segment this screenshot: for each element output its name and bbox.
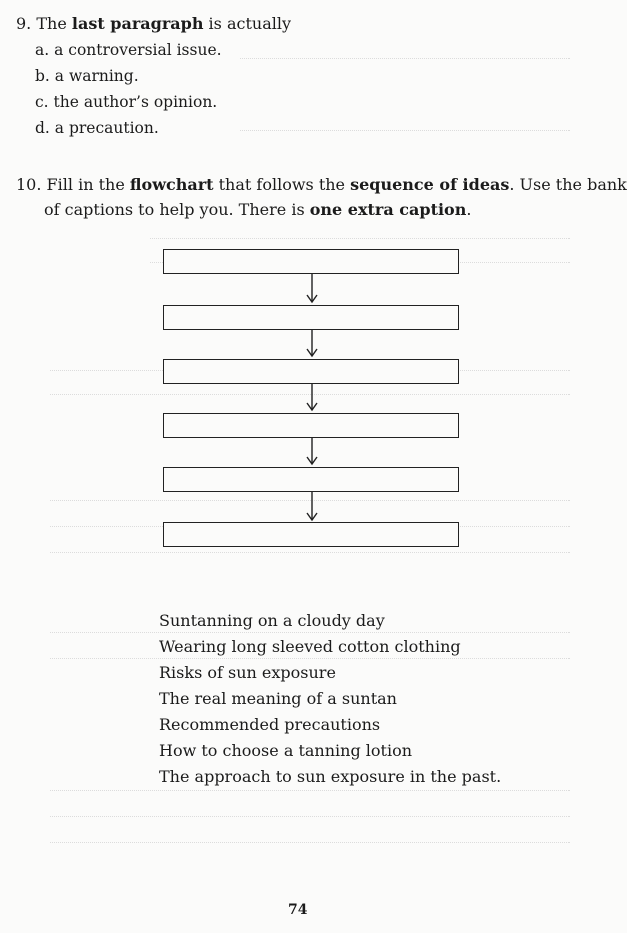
flowchart-box-3[interactable] xyxy=(163,359,459,384)
flowchart-box-6[interactable] xyxy=(163,522,459,547)
caption-item: Wearing long sleeved cotton clothing xyxy=(159,637,461,656)
question-number: 9. xyxy=(16,14,32,33)
caption-item: Suntanning on a cloudy day xyxy=(159,611,385,630)
flowchart-arrow-5 xyxy=(306,492,318,522)
question-text: . Use the bank xyxy=(509,175,627,194)
flowchart-arrow-2 xyxy=(306,330,318,358)
flowchart-arrow-4 xyxy=(306,438,318,466)
caption-item: The approach to sun exposure in the past. xyxy=(159,767,502,786)
question-10-stem-line-1 xyxy=(16,172,627,198)
flowchart-arrow-1 xyxy=(306,274,318,304)
flowchart-box-5[interactable] xyxy=(163,467,459,492)
page-number: 74 xyxy=(288,902,308,918)
caption-item: How to choose a tanning lotion xyxy=(159,741,412,760)
flowchart-box-4[interactable] xyxy=(163,413,459,438)
question-text: . xyxy=(466,200,472,219)
question-text: of captions to help you. There is xyxy=(44,200,310,219)
caption-item: Recommended precautions xyxy=(159,715,381,734)
question-text: that follows the xyxy=(213,175,351,194)
question-9-option-b: b. a warning. xyxy=(35,67,139,85)
question-keyword: last paragraph xyxy=(71,14,204,33)
question-9-option-d: d. a precaution. xyxy=(35,119,159,137)
question-9-stem xyxy=(16,11,291,37)
caption-item: Risks of sun exposure xyxy=(159,663,336,682)
question-10-stem-line-2 xyxy=(44,197,471,223)
question-text: The xyxy=(36,14,72,33)
question-9-option-c: c. the author’s opinion. xyxy=(35,93,218,111)
question-text: is actually xyxy=(203,14,292,33)
question-number: 10. xyxy=(16,175,42,194)
question-keyword: sequence of ideas xyxy=(350,175,510,194)
flowchart-arrow-3 xyxy=(306,384,318,412)
caption-item: The real meaning of a suntan xyxy=(159,689,397,708)
question-9-option-a: a. a controversial issue. xyxy=(35,41,222,59)
question-keyword: one extra caption xyxy=(309,200,467,219)
question-keyword: flowchart xyxy=(129,175,214,194)
flowchart-box-2[interactable] xyxy=(163,305,459,330)
question-text: Fill in the xyxy=(46,175,130,194)
flowchart-box-1[interactable] xyxy=(163,249,459,274)
